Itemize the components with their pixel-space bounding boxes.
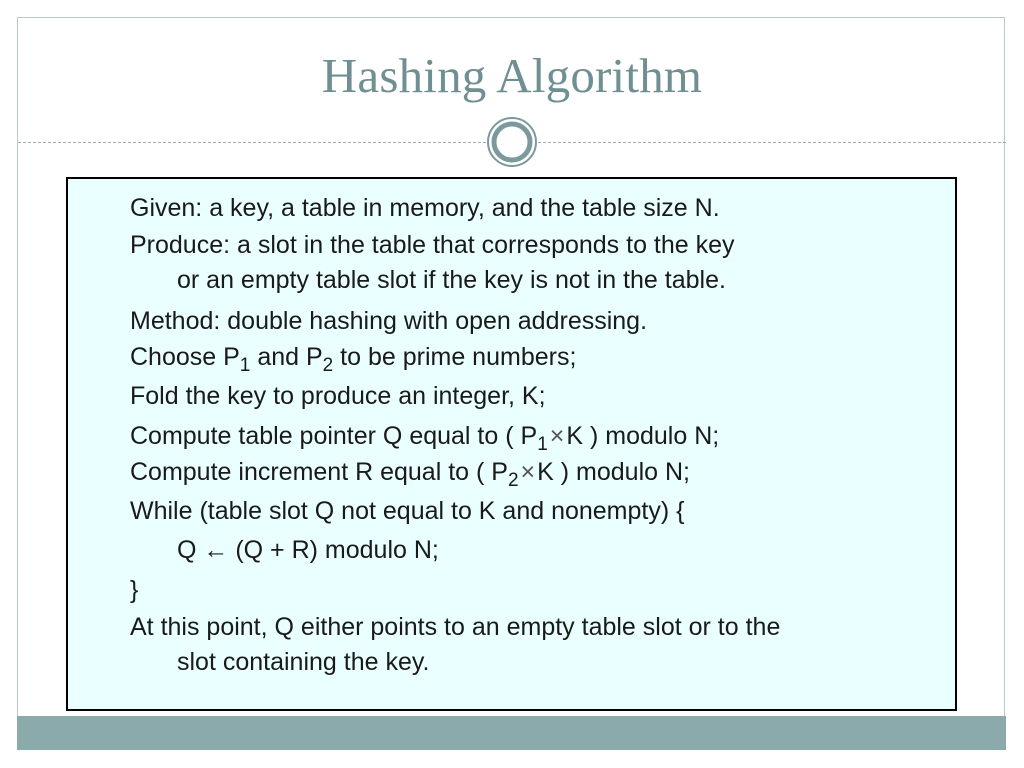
choose-text-b: and P bbox=[250, 343, 323, 371]
compute-q-text-b: K ) modulo N; bbox=[566, 422, 720, 450]
fold-line: Fold the key to produce an integer, K; bbox=[130, 382, 546, 410]
title-divider-left bbox=[18, 142, 486, 143]
bottom-bar bbox=[17, 716, 1006, 750]
end-line-1: At this point, Q either points to an empty table slot or to the bbox=[130, 613, 781, 641]
compute-r-subscript: 2 bbox=[507, 470, 519, 491]
subscript-2: 2 bbox=[322, 355, 334, 376]
close-brace-line: } bbox=[130, 576, 139, 604]
compute-r-line bbox=[130, 457, 690, 490]
end-line-2: slot containing the key. bbox=[177, 648, 430, 676]
method-line: Method: double hashing with open addressing. bbox=[130, 307, 648, 335]
times-operator: × bbox=[549, 422, 565, 450]
slide-title: Hashing Algorithm bbox=[321, 48, 703, 103]
compute-q-line bbox=[130, 421, 719, 454]
choose-text-c: to be prime numbers; bbox=[333, 343, 577, 371]
compute-q-text-a: Compute table pointer Q equal to ( P bbox=[130, 422, 538, 450]
title-divider-right bbox=[538, 142, 1006, 143]
compute-r-text-a: Compute increment R equal to ( P bbox=[130, 458, 508, 486]
compute-r-text-b: K ) modulo N; bbox=[537, 458, 690, 486]
while-line: While (table slot Q not equal to K and nonempty) { bbox=[130, 497, 685, 525]
double-circle-icon bbox=[486, 116, 538, 168]
given-line: Given: a key, a table in memory, and the table size N. bbox=[130, 194, 720, 222]
choose-line bbox=[130, 342, 576, 375]
produce-line-1: Produce: a slot in the table that corresponds to the key bbox=[130, 231, 735, 259]
choose-text-a: Choose P bbox=[130, 343, 240, 371]
subscript-1: 1 bbox=[239, 355, 251, 376]
assign-line: Q ← (Q + R) modulo N; bbox=[177, 536, 439, 564]
times-operator: × bbox=[520, 458, 536, 486]
compute-q-subscript: 1 bbox=[537, 434, 548, 455]
produce-line-2: or an empty table slot if the key is not in the table. bbox=[177, 266, 726, 294]
